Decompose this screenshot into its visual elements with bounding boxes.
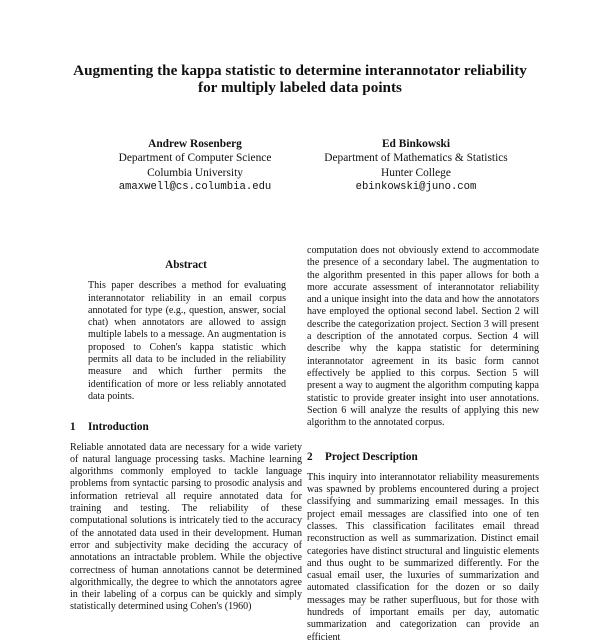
author-block <box>70 137 320 194</box>
section-title: Project Description <box>325 451 418 464</box>
author-email: amaxwell@cs.columbia.edu <box>118 180 272 193</box>
section-number: 1 <box>70 421 76 434</box>
abstract-text: This paper describes a method for evaluating interannotator reliability in an email corpus annotated for type (e.g., question, answer, social chat) when annotators are allowed to assign multiple labels to a message. An augmentation is proposed to Cohen's kappa statistic which permits all data to be included in the reliability measure and which further permits the identification of more or less reliably annotated data points. <box>88 280 286 402</box>
right-column <box>307 245 539 644</box>
section-number: 2 <box>307 451 313 464</box>
section-title: Introduction <box>88 421 149 434</box>
author-department: Department of Computer Science <box>118 152 272 165</box>
section-text: computation does not obviously extend to accommodate the presence of a secondary label. The augmentation to the algorithm presented in this paper allows for both a more accurate assessment of interannotator reliability and a unique insight into the data and how the annotators have employed the optional second label. Section 2 will describe the categorization project. Section 3 will present a description of the annotated corpus. Section 4 will describe why the kappa statistic for determining interannotator agreement in its basic form cannot effectively be applied to this corpus. Section 5 will present a way to augment the algorithm computing kappa statistic to provide greater insight into user annotations. Section 6 will analyze the results of applying this new algorithm to the annotated corpus. <box>307 245 539 429</box>
paper-title <box>40 62 560 96</box>
author-email: ebinkowski@juno.com <box>355 180 477 193</box>
left-column <box>70 245 302 614</box>
title-line: Augmenting the kappa statistic to determine interannotator reliability <box>73 62 527 79</box>
author-institution: Columbia University <box>147 166 243 179</box>
title-line: for multiply labeled data points <box>198 79 402 96</box>
author-name: Andrew Rosenberg <box>148 138 242 150</box>
abstract-heading: Abstract <box>165 259 207 271</box>
section-text: Reliable annotated data are necessary for a wide variety of natural language processing tasks. Machine learning algorithms commonly employed to tackle language problems from syntactic parsing to prosodic analysis and information retrieval all require annotated data for training and testing. The reliability of these computational solutions is intricately tied to the accuracy of the annotated data used in their development. Human error and subjectivity make deciding the accuracy of annotations an intractable problem. While the objective correctness of human annotations cannot be determined algorithmically, the degree to which the annotators agree in their labeling of a corpus can be quickly and simply statistically determined using Cohen's (1960) <box>70 441 302 613</box>
section-heading <box>307 451 539 463</box>
author-name: Ed Binkowski <box>381 138 451 150</box>
author-institution: Hunter College <box>381 166 451 179</box>
section-text: This inquiry into interannotator reliability measurements was spawned by problems encountered during a project classifying and summarizing email messages. In this project email messages are classified into one of ten classes. This classification facilitates email thread reconstruction as well as summarization. Distinct email categories have distinct structural and linguistic elements and thus ought to be summarized differently. For the casual email user, the luxuries of summarization and automated classification for the dozen or so daily messages may be rather superfluous, but for those with hundreds of important emails per day, automatic summarization and categorization can provide an efficient <box>307 471 539 643</box>
author-department: Department of Mathematics & Statistics <box>324 152 508 165</box>
author-block <box>287 137 545 194</box>
section-heading <box>70 421 302 433</box>
